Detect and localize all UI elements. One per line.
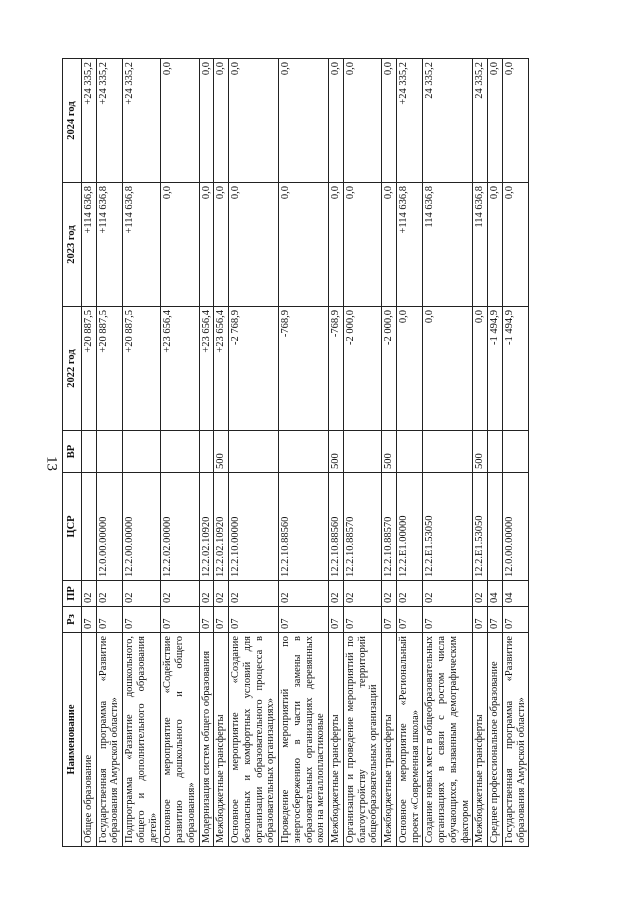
cell-csr: 12.2.E1.53050 (473, 473, 488, 581)
cell-csr: 12.2.02.10920 (199, 473, 214, 581)
table-row (96, 59, 123, 847)
cell-name: Создание новых мест в общеобразовательных организациях в связи с ростом числа обучающихся, вызванным демографическим фактором (423, 633, 473, 847)
cell-pr: 02 (123, 581, 161, 607)
cell-vr: 500 (329, 431, 344, 473)
cell-vr (502, 431, 529, 473)
cell-name: Межбюджетные трансферты (473, 633, 488, 847)
cell-csr: 12.2.02.00000 (161, 473, 199, 581)
cell-2022: +20 887,5 (123, 307, 161, 431)
cell-2022: -2 768,9 (229, 307, 279, 431)
cell-pr: 02 (423, 581, 473, 607)
cell-vr (229, 431, 279, 473)
cell-csr: 12.2.00.00000 (123, 473, 161, 581)
table-row (502, 59, 529, 847)
cell-csr: 12.2.10.88560 (329, 473, 344, 581)
table-row (343, 59, 381, 847)
cell-csr: 12.2.10.88570 (343, 473, 381, 581)
cell-2024: 0,0 (279, 59, 329, 183)
cell-2024: +24 335,2 (396, 59, 423, 183)
cell-name: Общее образование (81, 633, 96, 847)
cell-2024: 24 335,2 (473, 59, 488, 183)
header-2024: 2024 год (63, 59, 82, 183)
cell-pr: 02 (199, 581, 214, 607)
cell-name: Проведение мероприятий по энергосбережению в части замены в образовательных организациях деревянных окон на металлопластиковые (279, 633, 329, 847)
cell-pr: 02 (96, 581, 123, 607)
table-row (279, 59, 329, 847)
header-vr: ВР (63, 431, 82, 473)
cell-name: Основное мероприятие «Создание безопасных и комфортных условий для организации образовательного процесса в образовательных организациях» (229, 633, 279, 847)
header-2022: 2022 год (63, 307, 82, 431)
cell-pr: 02 (343, 581, 381, 607)
cell-2023: +114 636,8 (81, 183, 96, 307)
cell-name: Межбюджетные трансферты (329, 633, 344, 847)
cell-name: Государственная программа «Развитие образования Амурской области» (96, 633, 123, 847)
cell-csr: 12.2.10.00000 (229, 473, 279, 581)
cell-name: Организация и проведение мероприятий по благоустройству территорий общеобразовательных организаций (343, 633, 381, 847)
cell-2023: 0,0 (488, 183, 503, 307)
cell-2023: +114 636,8 (96, 183, 123, 307)
cell-vr (123, 431, 161, 473)
cell-pr: 02 (229, 581, 279, 607)
cell-name: Межбюджетные трансферты (382, 633, 397, 847)
cell-pr: 02 (396, 581, 423, 607)
cell-pr: 02 (279, 581, 329, 607)
cell-2023: 114 636,8 (473, 183, 488, 307)
cell-2022: +20 887,5 (96, 307, 123, 431)
cell-vr (199, 431, 214, 473)
cell-pr: 02 (329, 581, 344, 607)
cell-csr: 12.2.E1.00000 (396, 473, 423, 581)
cell-rz: 07 (229, 607, 279, 633)
header-name: Наименование (63, 633, 82, 847)
table-row (81, 59, 96, 847)
cell-vr: 500 (473, 431, 488, 473)
header-rz: Рз (63, 607, 82, 633)
cell-rz: 07 (81, 607, 96, 633)
cell-vr: 500 (214, 431, 229, 473)
cell-2024: 24 335,2 (423, 59, 473, 183)
cell-vr (279, 431, 329, 473)
cell-vr: 500 (382, 431, 397, 473)
table-row (123, 59, 161, 847)
table-row (382, 59, 397, 847)
page-number: 13 (43, 456, 60, 471)
cell-vr (396, 431, 423, 473)
cell-vr (488, 431, 503, 473)
cell-2024: +24 335,2 (123, 59, 161, 183)
cell-2022: +20 887,5 (81, 307, 96, 431)
cell-name: Основное мероприятие «Региональный проект «Современная школа» (396, 633, 423, 847)
cell-rz: 07 (214, 607, 229, 633)
cell-rz: 07 (279, 607, 329, 633)
cell-csr (81, 473, 96, 581)
cell-2023: 0,0 (214, 183, 229, 307)
cell-csr (488, 473, 503, 581)
cell-vr (96, 431, 123, 473)
cell-name: Государственная программа «Развитие образования Амурской области» (502, 633, 529, 847)
cell-name: Модернизация систем общего образования (199, 633, 214, 847)
cell-2022: -1 494,9 (502, 307, 529, 431)
cell-rz: 07 (343, 607, 381, 633)
cell-2022: -2 000,0 (343, 307, 381, 431)
cell-pr: 02 (382, 581, 397, 607)
cell-name: Межбюджетные трансферты (214, 633, 229, 847)
table-row (423, 59, 473, 847)
cell-csr: 12.2.10.88570 (382, 473, 397, 581)
cell-csr: 12.2.E1.53050 (423, 473, 473, 581)
cell-rz: 07 (161, 607, 199, 633)
cell-rz: 07 (123, 607, 161, 633)
cell-csr: 12.0.00.00000 (502, 473, 529, 581)
cell-2022: -768,9 (329, 307, 344, 431)
cell-2023: 0,0 (502, 183, 529, 307)
cell-pr: 02 (473, 581, 488, 607)
cell-name: Основное мероприятие «Содействие развитию дошкольного и общего образования» (161, 633, 199, 847)
cell-rz: 07 (502, 607, 529, 633)
table-row (329, 59, 344, 847)
cell-rz: 07 (473, 607, 488, 633)
cell-2023: 114 636,8 (423, 183, 473, 307)
cell-2022: -768,9 (279, 307, 329, 431)
cell-2022: 0,0 (423, 307, 473, 431)
rotated-page (62, 59, 578, 847)
cell-2024: 0,0 (502, 59, 529, 183)
cell-2024: 0,0 (329, 59, 344, 183)
cell-vr (81, 431, 96, 473)
cell-2023: 0,0 (229, 183, 279, 307)
table-row (199, 59, 214, 847)
cell-2024: +24 335,2 (81, 59, 96, 183)
cell-2022: 0,0 (473, 307, 488, 431)
cell-2022: +23 656,4 (199, 307, 214, 431)
cell-rz: 07 (329, 607, 344, 633)
cell-2024: 0,0 (488, 59, 503, 183)
cell-2024: 0,0 (161, 59, 199, 183)
header-pr: ПР (63, 581, 82, 607)
cell-pr: 04 (502, 581, 529, 607)
cell-2022: 0,0 (396, 307, 423, 431)
cell-2024: 0,0 (229, 59, 279, 183)
cell-2023: 0,0 (161, 183, 199, 307)
cell-2022: -2 000,0 (382, 307, 397, 431)
table-row (473, 59, 488, 847)
cell-pr: 04 (488, 581, 503, 607)
cell-vr (423, 431, 473, 473)
cell-2023: 0,0 (382, 183, 397, 307)
cell-vr (343, 431, 381, 473)
cell-2023: 0,0 (329, 183, 344, 307)
cell-2024: 0,0 (382, 59, 397, 183)
header-csr: ЦСР (63, 473, 82, 581)
cell-rz: 07 (423, 607, 473, 633)
cell-rz: 07 (382, 607, 397, 633)
table-body (81, 59, 529, 847)
table-header-row (63, 59, 82, 847)
table-row (214, 59, 229, 847)
budget-table (62, 58, 529, 847)
table-row (229, 59, 279, 847)
cell-2022: +23 656,4 (161, 307, 199, 431)
cell-csr: 12.2.02.10920 (214, 473, 229, 581)
cell-2023: +114 636,8 (396, 183, 423, 307)
cell-2023: +114 636,8 (123, 183, 161, 307)
cell-csr: 12.2.10.88560 (279, 473, 329, 581)
cell-csr: 12.0.00.00000 (96, 473, 123, 581)
cell-2024: 0,0 (343, 59, 381, 183)
cell-rz: 07 (199, 607, 214, 633)
cell-rz: 07 (396, 607, 423, 633)
cell-name: Среднее профессиональное образование (488, 633, 503, 847)
cell-2024: 0,0 (214, 59, 229, 183)
cell-2022: -1 494,9 (488, 307, 503, 431)
cell-pr: 02 (81, 581, 96, 607)
cell-pr: 02 (161, 581, 199, 607)
table-row (488, 59, 503, 847)
cell-2022: +23 656,4 (214, 307, 229, 431)
cell-2024: +24 335,2 (96, 59, 123, 183)
header-2023: 2023 год (63, 183, 82, 307)
cell-2023: 0,0 (199, 183, 214, 307)
cell-2024: 0,0 (199, 59, 214, 183)
cell-vr (161, 431, 199, 473)
cell-2023: 0,0 (279, 183, 329, 307)
cell-name: Подпрограмма «Развитие дошкольного, общего и дополнительного образования детей» (123, 633, 161, 847)
cell-2023: 0,0 (343, 183, 381, 307)
table-row (161, 59, 199, 847)
cell-rz: 07 (488, 607, 503, 633)
table-row (396, 59, 423, 847)
cell-pr: 02 (214, 581, 229, 607)
cell-rz: 07 (96, 607, 123, 633)
